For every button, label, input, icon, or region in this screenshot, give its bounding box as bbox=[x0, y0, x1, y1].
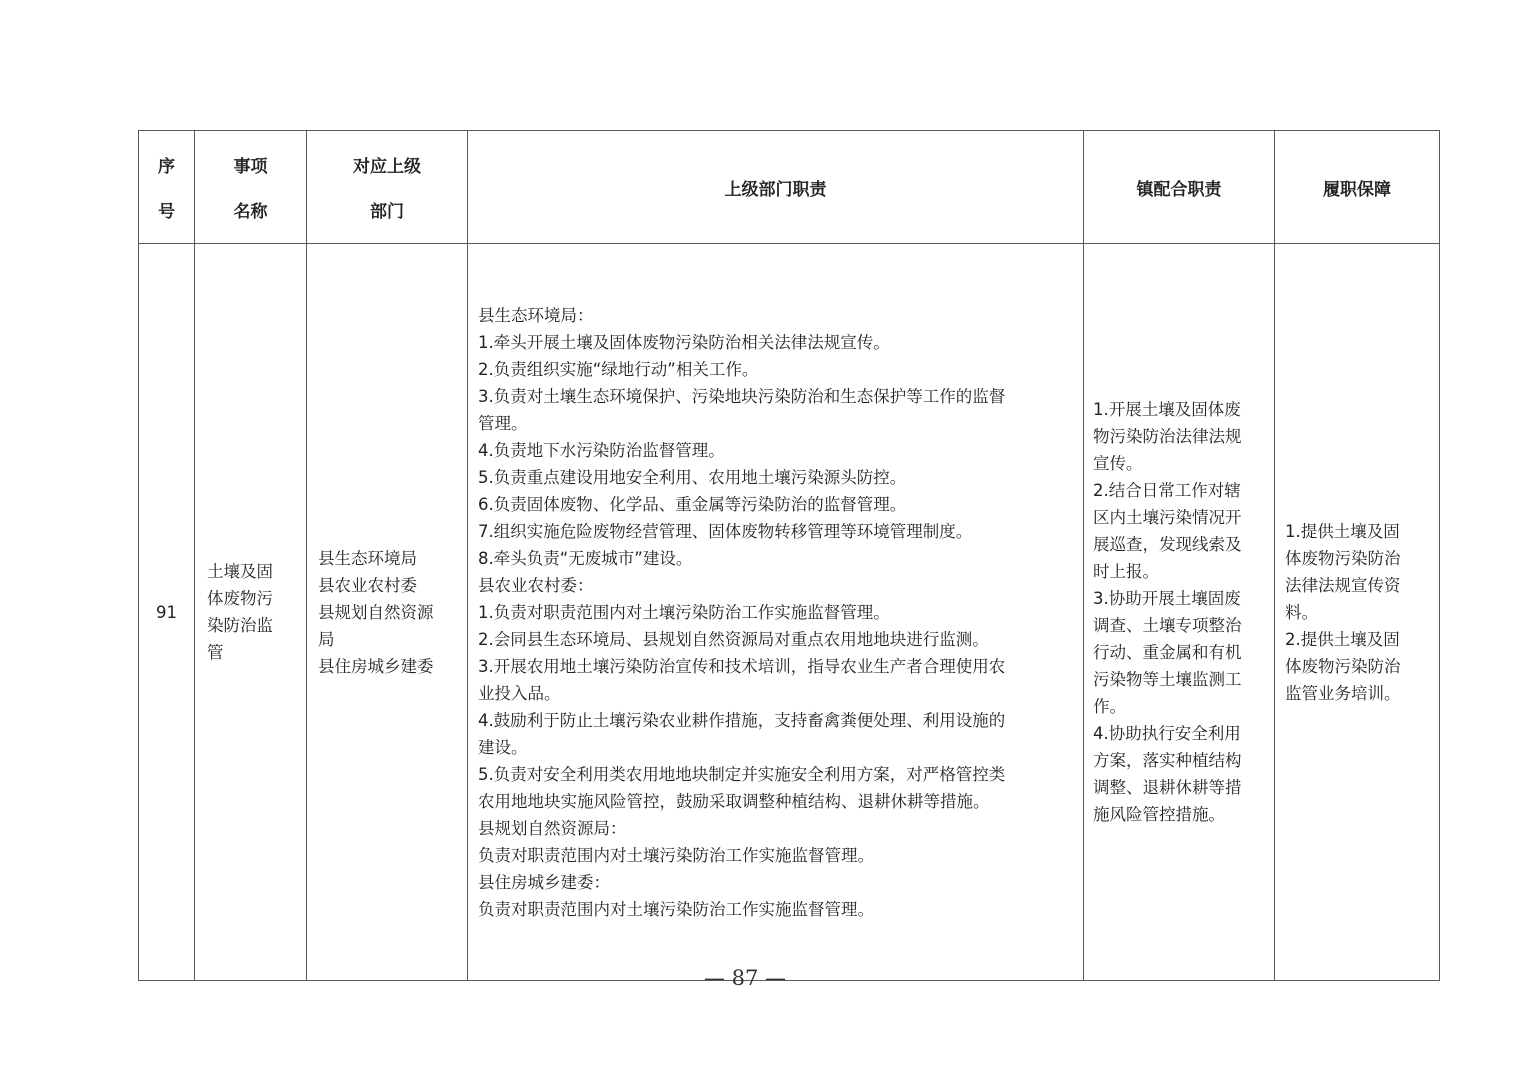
item-name-line: 土壤及固 bbox=[207, 562, 273, 581]
header-row bbox=[139, 131, 1440, 244]
superior-duty-line: 2.会同县生态环境局、县规划自然资源局对重点农用地地块进行监测。 bbox=[478, 629, 989, 649]
row-town-duties bbox=[1084, 244, 1275, 981]
header-item-name bbox=[195, 131, 307, 244]
superior-duty-line: 负责对职责范围内对土壤污染防治工作实施监督管理。 bbox=[478, 899, 874, 919]
header-dept-line-1: 对应上级 bbox=[353, 157, 421, 177]
superior-duty-line: 负责对职责范围内对土壤污染防治工作实施监督管理。 bbox=[478, 845, 874, 865]
superior-duty-line: 业投入品。 bbox=[478, 683, 561, 703]
guarantee-line: 2.提供土壤及固 bbox=[1285, 629, 1400, 649]
town-duty-line: 物污染防治法律法规 bbox=[1093, 427, 1242, 446]
town-duty-line: 作。 bbox=[1093, 697, 1126, 716]
guarantee-line: 1.提供土壤及固 bbox=[1285, 521, 1400, 541]
header-guarantee: 履职保障 bbox=[1275, 131, 1440, 244]
guarantee-line: 监管业务培训。 bbox=[1285, 683, 1401, 703]
town-duty-line: 方案，落实种植结构 bbox=[1093, 751, 1242, 770]
guarantee-line: 体废物污染防治 bbox=[1285, 656, 1401, 676]
row-item-name bbox=[195, 244, 307, 981]
town-duty-line: 3.协助开展土壤固废 bbox=[1093, 589, 1241, 608]
superior-duty-line: 县住房城乡建委： bbox=[478, 872, 610, 892]
header-item-name-line-2: 名称 bbox=[233, 202, 268, 222]
superior-duty-line: 3.负责对土壤生态环境保护、污染地块污染防治和生态保护等工作的监督 bbox=[478, 386, 1006, 406]
town-duty-line: 1.开展土壤及固体废 bbox=[1093, 400, 1241, 419]
town-duty-line: 时上报。 bbox=[1093, 562, 1159, 581]
town-duty-line: 展巡查，发现线索及 bbox=[1093, 535, 1242, 554]
header-seq-line-2: 号 bbox=[158, 202, 175, 222]
town-duty-line: 调整、退耕休耕等措 bbox=[1093, 778, 1242, 797]
row-departments bbox=[307, 244, 468, 981]
town-duty-line: 4.协助执行安全利用 bbox=[1093, 724, 1241, 743]
superior-duty-line: 2.负责组织实施“绿地行动”相关工作。 bbox=[478, 359, 759, 379]
superior-duty-line: 县生态环境局： bbox=[478, 305, 594, 325]
row-guarantee bbox=[1275, 244, 1440, 981]
header-superior-duties: 上级部门职责 bbox=[468, 131, 1084, 244]
department-line: 县农业农村委 bbox=[318, 575, 417, 595]
row-superior-duties bbox=[468, 244, 1084, 981]
superior-duty-line: 6.负责固体废物、化学品、重金属等污染防治的监督管理。 bbox=[478, 494, 907, 514]
superior-duty-line: 建设。 bbox=[478, 737, 528, 757]
header-item-name-line-1: 事项 bbox=[233, 157, 268, 177]
header-dept-line-2: 部门 bbox=[370, 202, 404, 222]
town-duty-line: 施风险管控措施。 bbox=[1093, 805, 1225, 824]
town-duty-line: 污染物等土壤监测工 bbox=[1093, 670, 1242, 689]
town-duty-line: 行动、重金属和有机 bbox=[1093, 643, 1242, 662]
header-dept bbox=[307, 131, 468, 244]
town-duty-line: 2.结合日常工作对辖 bbox=[1093, 481, 1241, 500]
superior-duty-line: 管理。 bbox=[478, 413, 528, 433]
town-duty-line: 宣传。 bbox=[1093, 454, 1143, 473]
item-name-line: 体废物污 bbox=[207, 589, 273, 608]
town-duty-line: 区内土壤污染情况开 bbox=[1093, 508, 1242, 527]
row-seq: 91 bbox=[139, 244, 195, 981]
superior-duty-line: 5.负责重点建设用地安全利用、农用地土壤污染源头防控。 bbox=[478, 467, 907, 487]
superior-duty-line: 3.开展农用地土壤污染防治宣传和技术培训，指导农业生产者合理使用农 bbox=[478, 656, 1006, 676]
superior-duty-line: 1.负责对职责范围内对土壤污染防治工作实施监督管理。 bbox=[478, 602, 890, 622]
guarantee-line: 料。 bbox=[1285, 602, 1318, 622]
header-seq-line-1: 序 bbox=[158, 157, 175, 177]
superior-duty-line: 8.牵头负责“无废城市”建设。 bbox=[478, 548, 693, 568]
department-line: 县住房城乡建委 bbox=[318, 656, 434, 676]
town-duty-line: 调查、土壤专项整治 bbox=[1093, 616, 1242, 635]
superior-duty-line: 县农业农村委： bbox=[478, 575, 594, 595]
superior-duty-line: 农用地地块实施风险管控，鼓励采取调整种植结构、退耕休耕等措施。 bbox=[478, 791, 990, 811]
superior-duty-line: 5.负责对安全利用类农用地地块制定并实施安全利用方案，对严格管控类 bbox=[478, 764, 1006, 784]
guarantee-line: 法律法规宣传资 bbox=[1285, 575, 1401, 595]
department-line: 县生态环境局 bbox=[318, 548, 417, 568]
duty-table bbox=[138, 130, 1440, 981]
superior-duty-line: 县规划自然资源局： bbox=[478, 818, 627, 838]
superior-duty-line: 1.牵头开展土壤及固体废物污染防治相关法律法规宣传。 bbox=[478, 332, 890, 352]
department-line: 局 bbox=[318, 629, 335, 649]
superior-duty-line: 4.鼓励利于防止土壤污染农业耕作措施，支持畜禽粪便处理、利用设施的 bbox=[478, 710, 1006, 730]
item-name-line: 管 bbox=[207, 643, 224, 662]
page-number: — 87 — bbox=[703, 966, 787, 990]
superior-duty-line: 4.负责地下水污染防治监督管理。 bbox=[478, 440, 725, 460]
header-seq bbox=[139, 131, 195, 244]
header-town-duties: 镇配合职责 bbox=[1084, 131, 1275, 244]
department-line: 县规划自然资源 bbox=[318, 602, 434, 622]
guarantee-line: 体废物污染防治 bbox=[1285, 548, 1401, 568]
superior-duty-line: 7.组织实施危险废物经营管理、固体废物转移管理等环境管理制度。 bbox=[478, 521, 973, 541]
table-row bbox=[139, 244, 1440, 981]
item-name-line: 染防治监 bbox=[207, 616, 273, 635]
